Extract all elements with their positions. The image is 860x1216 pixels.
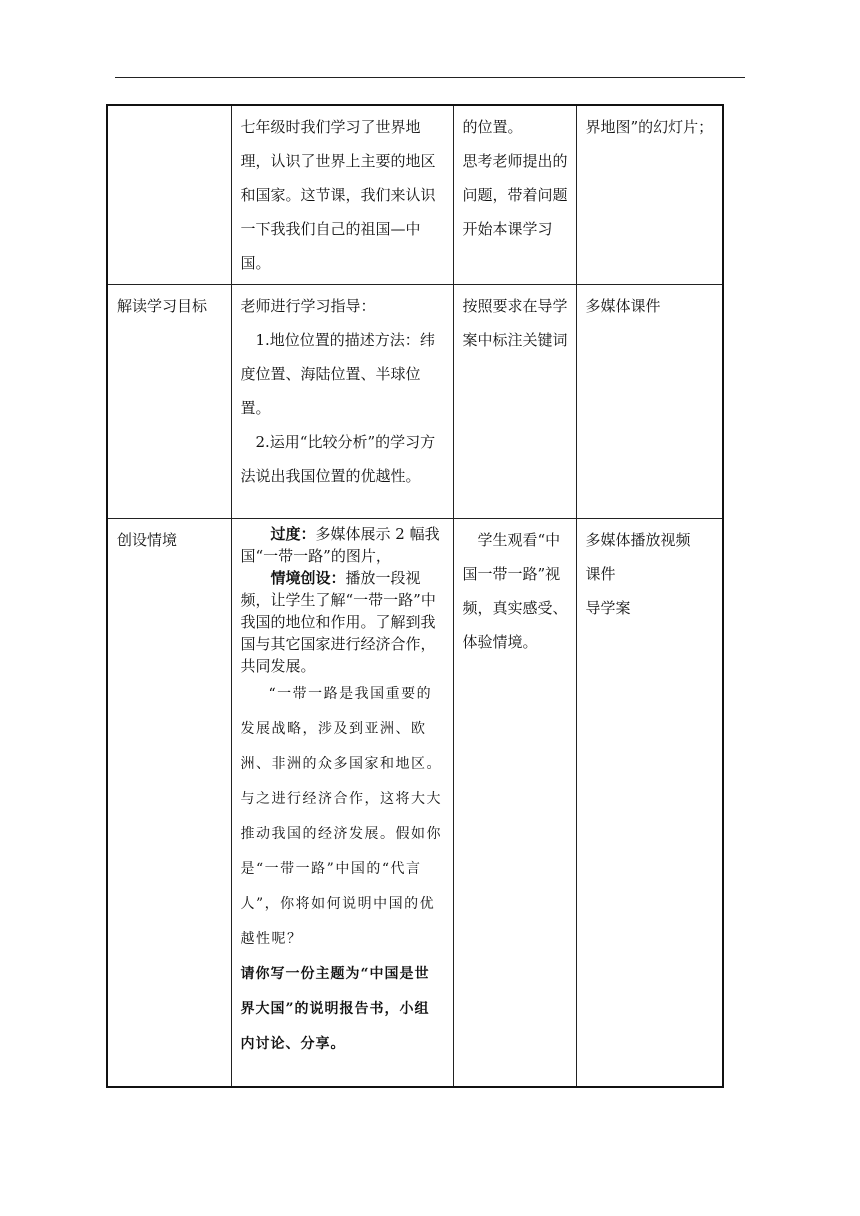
header-rule [115,77,745,78]
teacher-intro-text: 七年级时我们学习了世界地理，认识了世界上主要的地区和国家。这节课，我们来认识一下我我们自己的祖国—中国。 [240,118,436,272]
table-row-objectives [107,285,723,519]
cell-teacher-scenario [231,519,453,1087]
cell-student-objectives [453,285,576,519]
media-objectives-text: 多媒体课件 [585,297,661,315]
lesson-plan-table [106,104,724,1088]
media-line-1: 多媒体播放视频 [585,531,691,549]
cell-topic-empty [107,105,231,285]
cell-media [576,105,723,285]
table-row-scenario [107,519,723,1087]
guidance-point-2: 2.运用“比较分析”的学习方法说出我国位置的优越性。 [240,433,436,485]
transition-text: 多媒体展示 2 幅我国“一带一路”的图片， [240,525,440,565]
task-paragraph: 请你写一份主题为“中国是世界大国”的说明报告书，小组内讨论、分享。 [240,966,430,1052]
cell-student-scenario [453,519,576,1087]
guidance-point-1: 1.地位位置的描述方法：纬度位置、海陆位置、半球位置。 [240,331,435,417]
scenario-paragraph [241,567,445,677]
cell-topic-objectives: 解读学习目标 [107,285,231,519]
student-text-line-2: 思考老师提出的问题，带着问题开始本课学习 [462,152,568,238]
cell-teacher-guidance [231,285,453,519]
cell-student-activity [453,105,576,285]
scenario-label: 情境创设： [270,569,346,587]
scenario-text: 播放一段视频，让学生了解“一带一路”中我国的地位和作用。了解到我国与其它国家进行经济合作，共同发展。 [240,569,436,675]
media-text: 界地图”的幻灯片； [585,118,714,136]
quote-paragraph: “一带一路是我国重要的发展战略，涉及到亚洲、欧洲、非洲的众多国家和地区。与之进行经济合作，这将大大推动我国的经济发展。假如你是“一带一路”中国的“代言人”，你将如何说明中国的优越性呢？ [240,686,442,947]
student-objectives-text: 按照要求在导学案中标注关键词 [462,297,568,349]
media-line-2: 课件 [585,565,616,583]
student-text-line-1: 的位置。 [462,118,523,136]
cell-topic-scenario: 创设情境 [107,519,231,1087]
cell-media-objectives [576,285,723,519]
media-line-3: 导学案 [585,599,631,617]
cell-media-scenario [576,519,723,1087]
student-scenario-text: 学生观看“中国一带一路”视频，真实感受、体验情境。 [462,531,568,651]
transition-paragraph [241,523,445,567]
guidance-intro: 老师进行学习指导： [240,297,376,315]
transition-label: 过度： [270,525,316,543]
cell-teacher-activity [231,105,453,285]
table-row-intro [107,105,723,285]
